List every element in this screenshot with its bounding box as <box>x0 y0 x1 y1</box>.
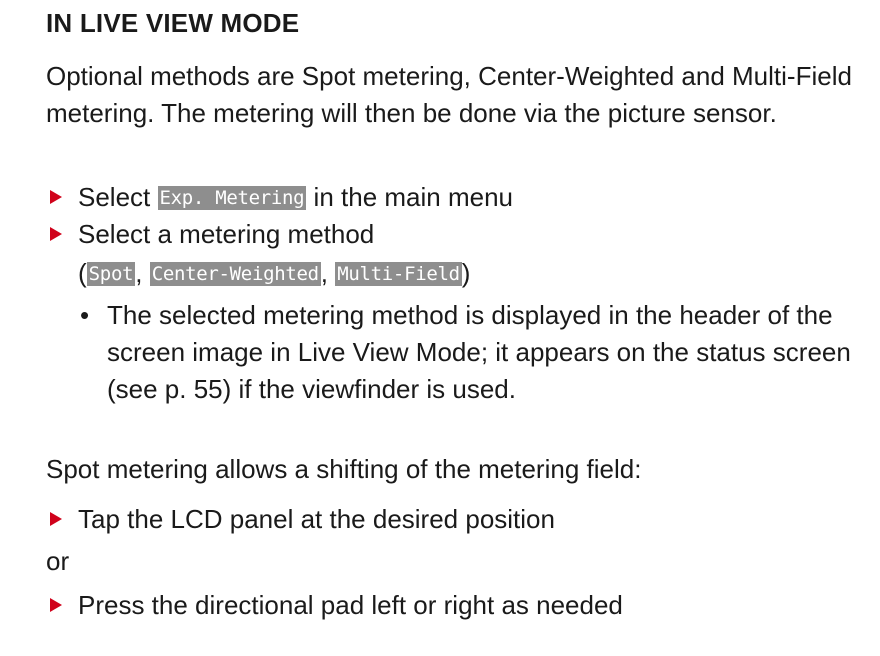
method-options <box>78 255 470 292</box>
step-text: Select a metering method <box>78 219 375 249</box>
paren-close: ) <box>461 258 471 288</box>
step-select-method <box>46 216 374 253</box>
spot-intro-paragraph: Spot metering allows a shifting of the metering field: <box>46 454 642 484</box>
bullet-note <box>80 297 860 408</box>
step-select-menu <box>46 179 513 216</box>
bullet-icon: • <box>80 300 90 330</box>
menu-item-exp-metering: Exp. Metering <box>159 187 305 209</box>
red-arrow-icon <box>50 190 62 204</box>
red-arrow-icon <box>50 227 62 241</box>
paren-open: ( <box>78 258 87 288</box>
bullet-text: The selected metering method is displayed in the header of the screen image in Live View Mode; it appears on the status screen (see p. 55) if the viewfinder is used. <box>107 300 851 404</box>
step-text-post: in the main menu <box>313 182 513 212</box>
section-heading: IN LIVE VIEW MODE <box>46 8 300 38</box>
step-text: Press the directional pad left or right as needed <box>78 590 623 620</box>
or-text: or <box>46 546 70 576</box>
step-text-pre: Select <box>78 182 151 212</box>
step-press-pad <box>46 587 623 624</box>
option-multi-field: Multi-Field <box>337 263 460 285</box>
step-tap-lcd <box>46 501 555 538</box>
step-text: Tap the LCD panel at the desired position <box>78 504 555 534</box>
red-arrow-icon <box>50 598 62 612</box>
option-center-weighted: Center-Weighted <box>151 263 319 285</box>
separator: , <box>320 258 336 288</box>
separator: , <box>135 258 150 288</box>
red-arrow-icon <box>50 512 62 526</box>
intro-paragraph: Optional methods are Spot metering, Center-Weighted and Multi-Field metering. The metering will then be done via the picture sensor. <box>46 61 852 128</box>
option-spot: Spot <box>88 263 134 285</box>
